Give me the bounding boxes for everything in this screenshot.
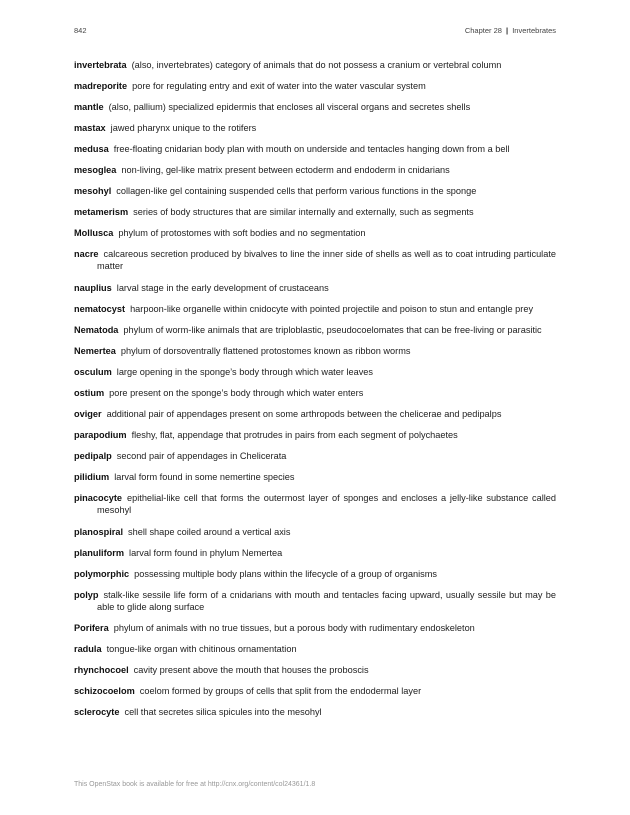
glossary-entry: [74, 206, 556, 218]
glossary-term: Mollusca: [74, 228, 114, 238]
page-number: 842: [74, 26, 87, 35]
glossary-definition: pore for regulating entry and exit of water into the water vascular system: [132, 81, 426, 91]
glossary-term: madreporite: [74, 81, 128, 91]
glossary-term: pedipalp: [74, 451, 112, 461]
glossary-term: nauplius: [74, 283, 112, 293]
glossary-entry: [74, 101, 556, 113]
glossary-term: medusa: [74, 144, 109, 154]
glossary-definition: shell shape coiled around a vertical axis: [128, 527, 291, 537]
glossary-term: Nemertea: [74, 346, 116, 356]
glossary-entry: [74, 387, 556, 399]
chapter-label: Chapter 28: [464, 26, 502, 35]
glossary-term: polymorphic: [74, 569, 130, 579]
glossary-definition: larval form found in phylum Nemertea: [129, 548, 283, 558]
glossary-entry: [74, 471, 556, 483]
glossary-entry: [74, 450, 556, 462]
glossary-definition: calcareous secretion produced by bivalves to line the inner side of shells as well as to coat intruding particulate matter: [97, 249, 556, 271]
glossary-definition: possessing multiple body plans within the lifecycle of a group of organisms: [134, 569, 437, 579]
glossary-entry: [74, 706, 556, 718]
glossary-definition: harpoon-like organelle within cnidocyte with pointed projectile and poison to stun and entangle prey: [130, 304, 534, 314]
glossary-term: osculum: [74, 367, 112, 377]
glossary-term: polyp: [74, 590, 99, 600]
glossary-entry: [74, 492, 556, 516]
glossary-term: Nematoda: [74, 325, 119, 335]
glossary-definition: (also, invertebrates) category of animals that do not possess a cranium or vertebral column: [131, 60, 502, 70]
glossary-definition: free-floating cnidarian body plan with mouth on underside and tentacles hanging down from a bell: [113, 144, 510, 154]
glossary-entry: [74, 282, 556, 294]
glossary-term: nacre: [74, 249, 99, 259]
glossary-term: pinacocyte: [74, 493, 122, 503]
glossary-term: nematocyst: [74, 304, 126, 314]
chapter-heading: [465, 26, 556, 35]
chapter-title: Invertebrates: [512, 26, 556, 35]
glossary-definition: tongue-like organ with chitinous ornamentation: [106, 644, 297, 654]
glossary-entry: [74, 185, 556, 197]
glossary-definition: pore present on the sponge’s body through which water enters: [109, 388, 364, 398]
glossary-definition: additional pair of appendages present on some arthropods between the chelicerae and pedipalps: [106, 409, 502, 419]
glossary-entry: [74, 143, 556, 155]
glossary-definition: phylum of protostomes with soft bodies and no segmentation: [118, 228, 366, 238]
glossary-entry: [74, 80, 556, 92]
glossary-definition: non-living, gel-like matrix present between ectoderm and endoderm in cnidarians: [121, 165, 450, 175]
glossary-entry: [74, 303, 556, 315]
glossary-entry: [74, 248, 556, 272]
page-header: [74, 26, 556, 38]
glossary-term: ostium: [74, 388, 105, 398]
glossary-definition: larval stage in the early development of crustaceans: [116, 283, 329, 293]
glossary-entry: [74, 547, 556, 559]
glossary-definition: phylum of worm-like animals that are triploblastic, pseudocoelomates that can be free-living or parasitic: [123, 325, 542, 335]
glossary-term: Porifera: [74, 623, 109, 633]
glossary-definition: cavity present above the mouth that houses the proboscis: [133, 665, 369, 675]
glossary-term: mesoglea: [74, 165, 117, 175]
glossary-list: [74, 59, 556, 727]
glossary-definition: (also, pallium) specialized epidermis that encloses all visceral organs and secretes shells: [108, 102, 471, 112]
glossary-definition: second pair of appendages in Chelicerata: [116, 451, 287, 461]
glossary-definition: phylum of dorsoventrally flattened protostomes known as ribbon worms: [120, 346, 411, 356]
glossary-term: metamerism: [74, 207, 129, 217]
glossary-definition: series of body structures that are similar internally and externally, such as segments: [133, 207, 474, 217]
glossary-entry: [74, 568, 556, 580]
glossary-definition: collagen-like gel containing suspended cells that perform various functions in the sponge: [116, 186, 477, 196]
glossary-definition: jawed pharynx unique to the rotifers: [110, 123, 257, 133]
glossary-term: sclerocyte: [74, 707, 120, 717]
glossary-entry: [74, 366, 556, 378]
glossary-definition: epithelial-like cell that forms the outermost layer of sponges and encloses a jelly-like substance called mesohyl: [97, 493, 556, 515]
glossary-definition: phylum of animals with no true tissues, but a porous body with rudimentary endoskeleton: [113, 623, 475, 633]
glossary-term: pilidium: [74, 472, 110, 482]
glossary-entry: [74, 122, 556, 134]
glossary-term: parapodium: [74, 430, 127, 440]
glossary-entry: [74, 526, 556, 538]
chapter-separator: |: [506, 26, 509, 35]
glossary-entry: [74, 643, 556, 655]
glossary-definition: stalk-like sessile life form of a cnidarians with mouth and tentacles facing upward, usually sessile but may be able to glide along surface: [97, 590, 556, 612]
glossary-entry: [74, 589, 556, 613]
glossary-entry: [74, 227, 556, 239]
glossary-term: schizocoelom: [74, 686, 135, 696]
glossary-definition: cell that secretes silica spicules into the mesohyl: [124, 707, 322, 717]
glossary-entry: [74, 345, 556, 357]
glossary-definition: fleshy, flat, appendage that protrudes in pairs from each segment of polychaetes: [131, 430, 458, 440]
glossary-term: rhynchocoel: [74, 665, 129, 675]
page-footer: This OpenStax book is available for free at http://cnx.org/content/col24361/1.8: [74, 781, 316, 788]
glossary-entry: [74, 408, 556, 420]
glossary-term: radula: [74, 644, 102, 654]
glossary-entry: [74, 664, 556, 676]
glossary-entry: [74, 622, 556, 634]
glossary-term: mastax: [74, 123, 106, 133]
glossary-term: mesohyl: [74, 186, 112, 196]
glossary-term: planuliform: [74, 548, 125, 558]
glossary-entry: [74, 324, 556, 336]
glossary-definition: larval form found in some nemertine species: [114, 472, 295, 482]
glossary-entry: [74, 164, 556, 176]
glossary-term: invertebrata: [74, 60, 127, 70]
glossary-definition: large opening in the sponge’s body through which water leaves: [116, 367, 374, 377]
glossary-entry: [74, 429, 556, 441]
glossary-term: mantle: [74, 102, 104, 112]
glossary-entry: [74, 59, 556, 71]
glossary-term: oviger: [74, 409, 102, 419]
glossary-definition: coelom formed by groups of cells that split from the endodermal layer: [139, 686, 422, 696]
glossary-entry: [74, 685, 556, 697]
glossary-term: planospiral: [74, 527, 124, 537]
